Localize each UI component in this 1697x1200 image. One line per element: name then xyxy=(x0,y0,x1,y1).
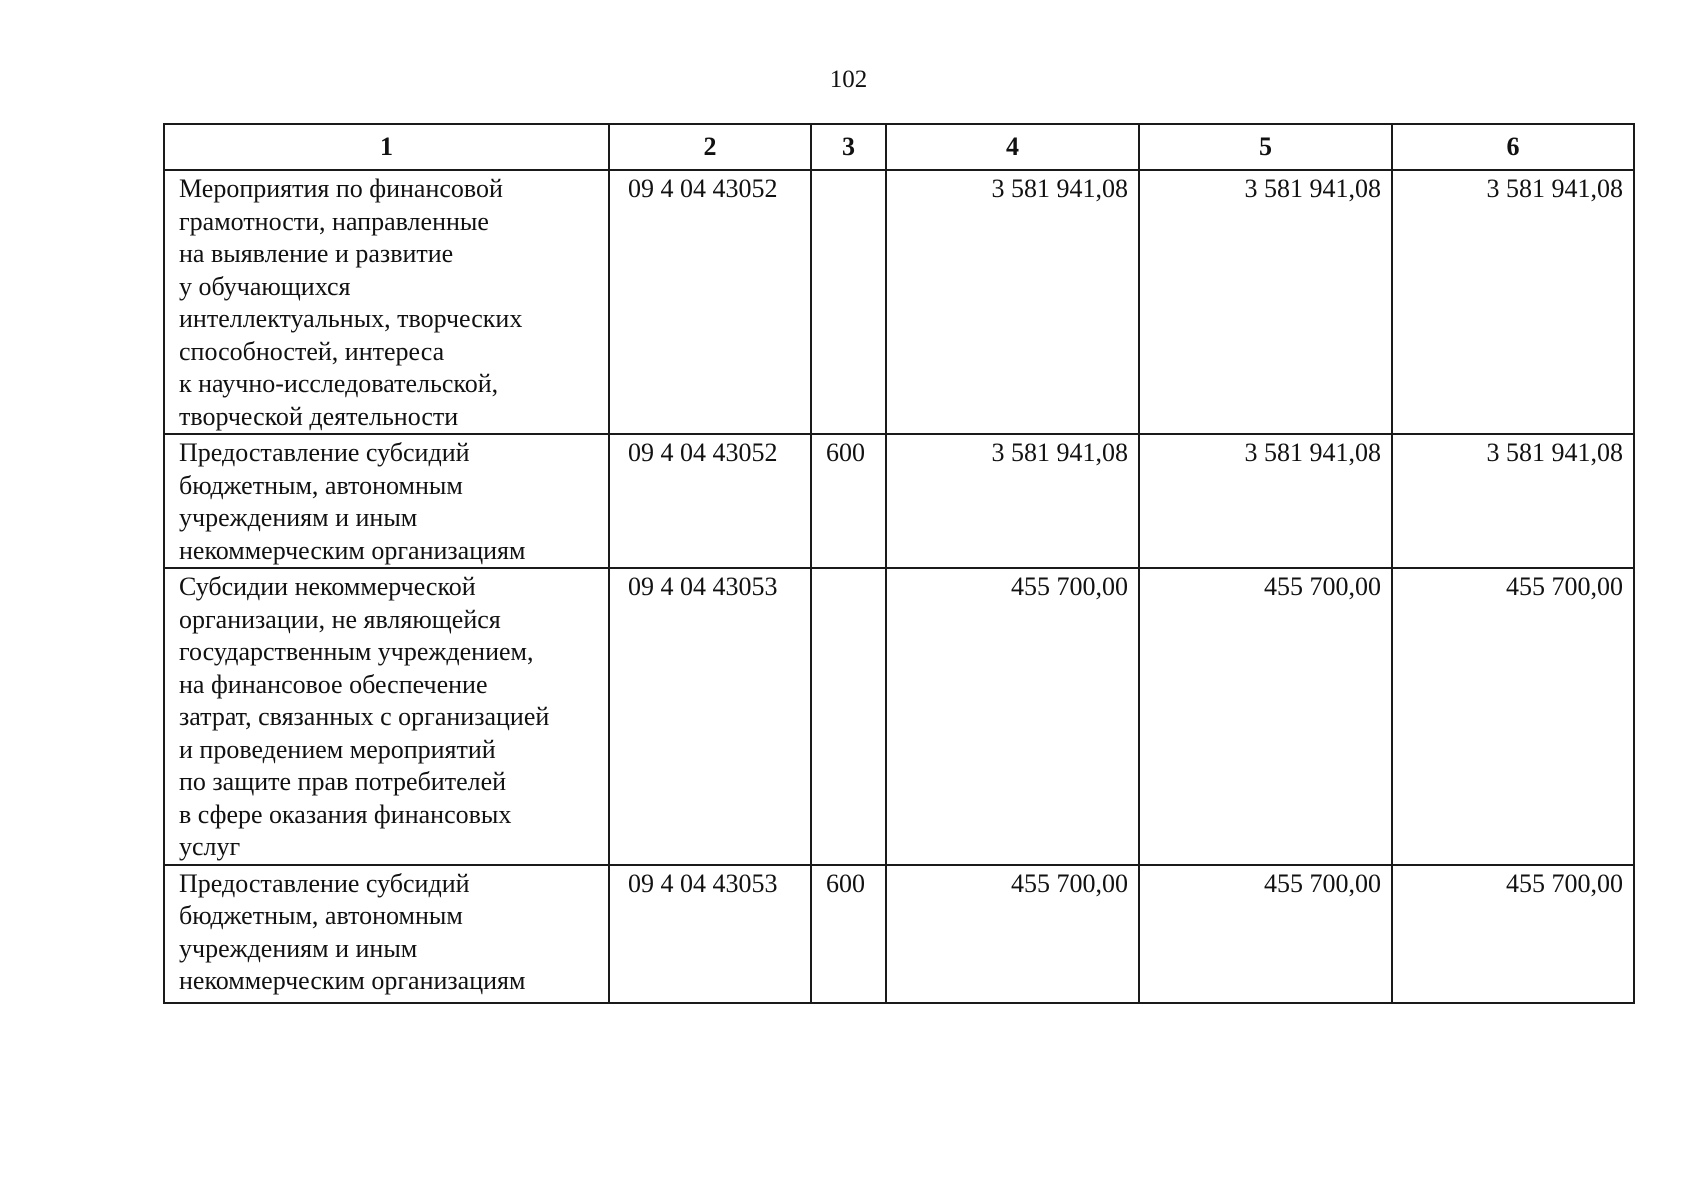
column-header-1: 1 xyxy=(164,124,609,170)
column-header-4: 4 xyxy=(886,124,1139,170)
row-amount-col6-cell: 3 581 941,08 xyxy=(1392,434,1634,568)
row-code-cell: 09 4 04 43053 xyxy=(609,568,811,865)
row-amount-col4-cell: 455 700,00 xyxy=(886,568,1139,865)
row-code-cell: 09 4 04 43053 xyxy=(609,865,811,1003)
column-header-5: 5 xyxy=(1139,124,1392,170)
table-header-row xyxy=(164,124,1634,170)
row-amount-col6-cell: 3 581 941,08 xyxy=(1392,170,1634,434)
row-amount-col5-cell: 455 700,00 xyxy=(1139,865,1392,1003)
row-expense-type-cell: 600 xyxy=(811,434,886,568)
row-name-cell: Субсидии некоммерческой организации, не являющейся государственным учреждением, на финансовое обеспечение затрат, связанных с организацией и проведением мероприятий по защите прав потребителей в сфере оказания финансовых услуг xyxy=(164,568,609,865)
table-row xyxy=(164,170,1634,434)
table-row xyxy=(164,865,1634,1003)
budget-table xyxy=(163,123,1635,1004)
row-expense-type-cell: 600 xyxy=(811,865,886,1003)
row-amount-col5-cell: 455 700,00 xyxy=(1139,568,1392,865)
table-row xyxy=(164,434,1634,568)
table-row xyxy=(164,568,1634,865)
row-amount-col6-cell: 455 700,00 xyxy=(1392,568,1634,865)
row-name-cell: Предоставление субсидий бюджетным, автономным учреждениям и иным некоммерческим организациям xyxy=(164,434,609,568)
row-name-cell: Предоставление субсидий бюджетным, автономным учреждениям и иным некоммерческим организациям xyxy=(164,865,609,1003)
row-name-cell: Мероприятия по финансовой грамотности, направленные на выявление и развитие у обучающихся интеллектуальных, творческих способностей, интереса к научно-исследовательской, творческой деятельности xyxy=(164,170,609,434)
page-number: 102 xyxy=(829,66,868,93)
column-header-6: 6 xyxy=(1392,124,1634,170)
row-amount-col6-cell: 455 700,00 xyxy=(1392,865,1634,1003)
row-expense-type-cell xyxy=(811,170,886,434)
row-code-cell: 09 4 04 43052 xyxy=(609,170,811,434)
row-amount-col4-cell: 3 581 941,08 xyxy=(886,170,1139,434)
row-amount-col4-cell: 455 700,00 xyxy=(886,865,1139,1003)
row-amount-col5-cell: 3 581 941,08 xyxy=(1139,434,1392,568)
row-amount-col4-cell: 3 581 941,08 xyxy=(886,434,1139,568)
row-amount-col5-cell: 3 581 941,08 xyxy=(1139,170,1392,434)
column-header-3: 3 xyxy=(811,124,886,170)
row-expense-type-cell xyxy=(811,568,886,865)
column-header-2: 2 xyxy=(609,124,811,170)
row-code-cell: 09 4 04 43052 xyxy=(609,434,811,568)
